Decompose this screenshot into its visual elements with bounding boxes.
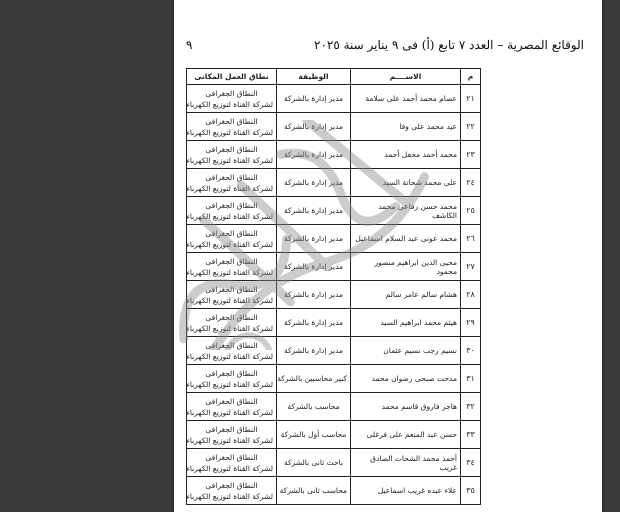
table-row	[187, 393, 481, 421]
table-row	[187, 141, 481, 169]
table-row	[187, 85, 481, 113]
row-scope-line1: النطاق الجغرافى	[205, 284, 258, 294]
row-number: ٢٩	[461, 309, 481, 337]
table-row	[187, 225, 481, 253]
table-row	[187, 169, 481, 197]
row-name: مدحت صبحى رضوان محمد	[351, 365, 461, 393]
row-scope	[187, 113, 277, 141]
document-page	[174, 0, 602, 512]
row-name: نسيم رجب نسيم عثمان	[351, 337, 461, 365]
row-job: كبير محاسبين بالشركة	[277, 365, 351, 393]
row-number: ٣٥	[461, 477, 481, 505]
row-number: ٢٢	[461, 113, 481, 141]
row-scope	[187, 477, 277, 505]
row-name: علاء عبده غريب اسماعيل	[351, 477, 461, 505]
row-number: ٣٣	[461, 421, 481, 449]
row-job: مدير إدارة بالشركة	[277, 113, 351, 141]
row-job: مدير إدارة بالشركة	[277, 281, 351, 309]
row-scope-line2: لشركة القناة لتوزيع الكهرباء	[186, 155, 273, 165]
row-scope	[187, 253, 277, 281]
row-number: ٢٣	[461, 141, 481, 169]
row-name: محمد حسن رفاعى محمد الكاشف	[351, 197, 461, 225]
row-name: حسن عبد المنعم على فرغلى	[351, 421, 461, 449]
row-scope	[187, 337, 277, 365]
row-scope-line1: النطاق الجغرافى	[205, 144, 258, 154]
row-scope-line2: لشركة القناة لتوزيع الكهرباء	[186, 435, 273, 445]
row-name: محيى الدين ابراهيم منصور محمود	[351, 253, 461, 281]
row-scope-line2: لشركة القناة لتوزيع الكهرباء	[186, 323, 273, 333]
column-header-num: م	[461, 69, 481, 85]
row-job: مدير إدارة بالشركة	[277, 141, 351, 169]
row-number: ٣٠	[461, 337, 481, 365]
row-scope-line2: لشركة القناة لتوزيع الكهرباء	[186, 491, 273, 501]
row-scope-line1: النطاق الجغرافى	[205, 368, 258, 378]
row-scope	[187, 421, 277, 449]
row-scope	[187, 309, 277, 337]
row-scope	[187, 449, 277, 477]
row-name: أحمد محمد الشحات الصادق غريب	[351, 449, 461, 477]
row-scope	[187, 85, 277, 113]
row-job: محاسب بالشركة	[277, 393, 351, 421]
table-row	[187, 365, 481, 393]
row-scope	[187, 169, 277, 197]
column-header-name: الاســــم	[351, 69, 461, 85]
table-row	[187, 477, 481, 505]
row-scope-line1: النطاق الجغرافى	[205, 228, 258, 238]
row-scope-line2: لشركة القناة لتوزيع الكهرباء	[186, 183, 273, 193]
row-name: محمد أحمد محفل أحمد	[351, 141, 461, 169]
table-row	[187, 113, 481, 141]
row-scope	[187, 197, 277, 225]
row-job: باحث ثانى بالشركة	[277, 449, 351, 477]
row-scope-line2: لشركة القناة لتوزيع الكهرباء	[186, 351, 273, 361]
row-scope-line1: النطاق الجغرافى	[205, 340, 258, 350]
row-scope	[187, 141, 277, 169]
table-header-row	[187, 69, 481, 85]
row-number: ٣٢	[461, 393, 481, 421]
row-number: ٢٦	[461, 225, 481, 253]
table-row	[187, 253, 481, 281]
table-row	[187, 337, 481, 365]
row-job: مدير إدارة بالشركة	[277, 169, 351, 197]
row-scope-line1: النطاق الجغرافى	[205, 312, 258, 322]
page-number: ٩	[186, 38, 193, 52]
row-scope-line2: لشركة القناة لتوزيع الكهرباء	[186, 295, 273, 305]
row-scope-line2: لشركة القناة لتوزيع الكهرباء	[186, 127, 273, 137]
row-scope-line1: النطاق الجغرافى	[205, 452, 258, 462]
row-scope-line2: لشركة القناة لتوزيع الكهرباء	[186, 379, 273, 389]
table-row	[187, 449, 481, 477]
table-row	[187, 309, 481, 337]
row-name: عيد محمد على وفا	[351, 113, 461, 141]
row-scope	[187, 281, 277, 309]
row-job: مدير إدارة بالشركة	[277, 197, 351, 225]
row-scope-line2: لشركة القناة لتوزيع الكهرباء	[186, 211, 273, 221]
table-row	[187, 197, 481, 225]
row-number: ٢١	[461, 85, 481, 113]
row-job: مدير إدارة بالشركة	[277, 253, 351, 281]
row-scope-line1: النطاق الجغرافى	[205, 424, 258, 434]
page-header	[186, 38, 584, 56]
row-scope-line1: النطاق الجغرافى	[205, 396, 258, 406]
row-scope-line2: لشركة القناة لتوزيع الكهرباء	[186, 239, 273, 249]
row-scope-line1: النطاق الجغرافى	[205, 200, 258, 210]
column-header-scope: نطاق العمل المكانى	[187, 69, 277, 85]
row-name: هاجر فاروق قاسم محمد	[351, 393, 461, 421]
row-job: محاسب أول بالشركة	[277, 421, 351, 449]
row-job: محاسب ثانى بالشركة	[277, 477, 351, 505]
row-scope-line2: لشركة القناة لتوزيع الكهرباء	[186, 267, 273, 277]
table-row	[187, 421, 481, 449]
row-number: ٢٤	[461, 169, 481, 197]
row-job: مدير إدارة بالشركة	[277, 85, 351, 113]
row-number: ٢٧	[461, 253, 481, 281]
row-number: ٢٨	[461, 281, 481, 309]
row-scope-line2: لشركة القناة لتوزيع الكهرباء	[186, 99, 273, 109]
row-name: على محمد شحاتة السيد	[351, 169, 461, 197]
row-scope-line2: لشركة القناة لتوزيع الكهرباء	[186, 463, 273, 473]
column-header-job: الوظيفة	[277, 69, 351, 85]
row-scope-line1: النطاق الجغرافى	[205, 116, 258, 126]
page-header-title: الوقائع المصرية – العدد ٧ تابع (أ) فى ٩ يناير سنة ٢٠٢٥	[314, 38, 584, 52]
row-scope	[187, 225, 277, 253]
row-job: مدير إدارة بالشركة	[277, 337, 351, 365]
row-scope	[187, 393, 277, 421]
row-scope-line1: النطاق الجغرافى	[205, 480, 258, 490]
row-scope-line1: النطاق الجغرافى	[205, 172, 258, 182]
row-scope	[187, 365, 277, 393]
row-job: مدير إدارة بالشركة	[277, 309, 351, 337]
table-row	[187, 281, 481, 309]
row-name: عصام محمد أحمد على سلامة	[351, 85, 461, 113]
row-scope-line1: النطاق الجغرافى	[205, 256, 258, 266]
row-name: هيثم محمد ابراهيم السيد	[351, 309, 461, 337]
row-number: ٣١	[461, 365, 481, 393]
row-number: ٢٥	[461, 197, 481, 225]
row-number: ٣٤	[461, 449, 481, 477]
row-name: هشام سالم عامر سالم	[351, 281, 461, 309]
row-scope-line1: النطاق الجغرافى	[205, 88, 258, 98]
row-name: محمد عونى عبد السلام اسماعيل	[351, 225, 461, 253]
row-scope-line2: لشركة القناة لتوزيع الكهرباء	[186, 407, 273, 417]
appointments-table	[186, 68, 481, 505]
row-job: مدير إدارة بالشركة	[277, 225, 351, 253]
